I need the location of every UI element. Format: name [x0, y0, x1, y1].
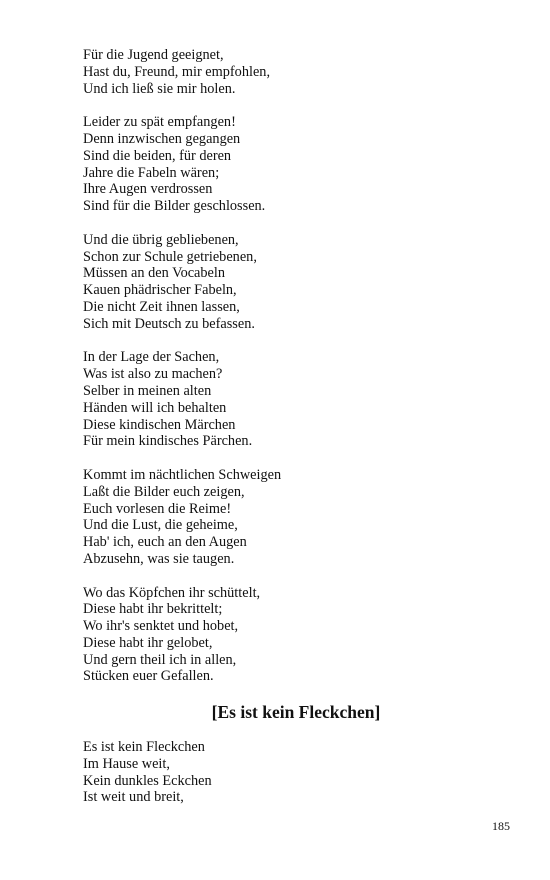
verse-line: Und ich ließ sie mir holen.	[83, 80, 236, 97]
page-body	[83, 47, 483, 823]
verse-line: Stücken euer Gefallen.	[83, 668, 214, 685]
verse-line: Sind die beiden, für deren	[83, 147, 232, 164]
verse-line: Laßt die Bilder euch zeigen,	[83, 483, 245, 500]
verse-line: Ist weit und breit,	[83, 789, 184, 806]
verse-line: Kommt im nächtlichen Schweigen	[83, 466, 282, 483]
verse-line: Ihre Augen verdrossen	[83, 181, 213, 198]
verse-line: Für mein kindisches Pärchen.	[83, 433, 253, 450]
verse-line: Diese kindischen Märchen	[83, 416, 236, 433]
verse-line: Kauen phädrischer Fabeln,	[83, 282, 237, 299]
section-title: [Es ist kein Fleckchen]	[211, 702, 381, 723]
verse-line: Kein dunkles Eckchen	[83, 772, 212, 789]
verse-line: Diese habt ihr bekrittelt;	[83, 601, 223, 618]
verse-line: In der Lage der Sachen,	[83, 349, 220, 366]
poem-second	[83, 739, 483, 806]
stanza	[83, 349, 483, 450]
stanza	[83, 585, 483, 686]
verse-line: Leider zu spät empfangen!	[83, 114, 236, 131]
verse-line: Und die Lust, die geheime,	[83, 517, 238, 534]
verse-line: Abzusehn, was sie taugen.	[83, 550, 235, 567]
verse-line: Denn inzwischen gegangen	[83, 130, 241, 147]
verse-line: Und gern theil ich in allen,	[83, 651, 237, 668]
stanza	[83, 232, 483, 333]
verse-line: Wo ihr's senktet und hobet,	[83, 618, 239, 635]
verse-line: Wo das Köpfchen ihr schüttelt,	[83, 584, 261, 601]
verse-line: Diese habt ihr gelobet,	[83, 634, 213, 651]
verse-line: Euch vorlesen die Reime!	[83, 500, 232, 517]
verse-line: Und die übrig gebliebenen,	[83, 231, 239, 248]
stanza	[83, 47, 483, 97]
verse-line: Händen will ich behalten	[83, 399, 227, 416]
verse-line: Schon zur Schule getriebenen,	[83, 248, 257, 265]
stanza	[83, 114, 483, 215]
verse-line: Sind für die Bilder geschlossen.	[83, 198, 266, 215]
verse-line: Im Hause weit,	[83, 755, 170, 772]
poem-first	[83, 47, 483, 685]
verse-line: Was ist also zu machen?	[83, 366, 223, 383]
verse-line: Für die Jugend geeignet,	[83, 47, 224, 63]
verse-line: Hab' ich, euch an den Augen	[83, 534, 247, 551]
verse-line: Die nicht Zeit ihnen lassen,	[83, 298, 240, 315]
stanza	[83, 467, 483, 568]
verse-line: Es ist kein Fleckchen	[83, 739, 205, 756]
verse-line: Selber in meinen alten	[83, 382, 212, 399]
stanza	[83, 739, 483, 806]
page-number: 185	[492, 819, 510, 833]
verse-line: Hast du, Freund, mir empfohlen,	[83, 63, 271, 80]
verse-line: Jahre die Fabeln wären;	[83, 164, 220, 181]
verse-line: Sich mit Deutsch zu befassen.	[83, 315, 255, 332]
verse-line: Müssen an den Vocabeln	[83, 265, 226, 282]
